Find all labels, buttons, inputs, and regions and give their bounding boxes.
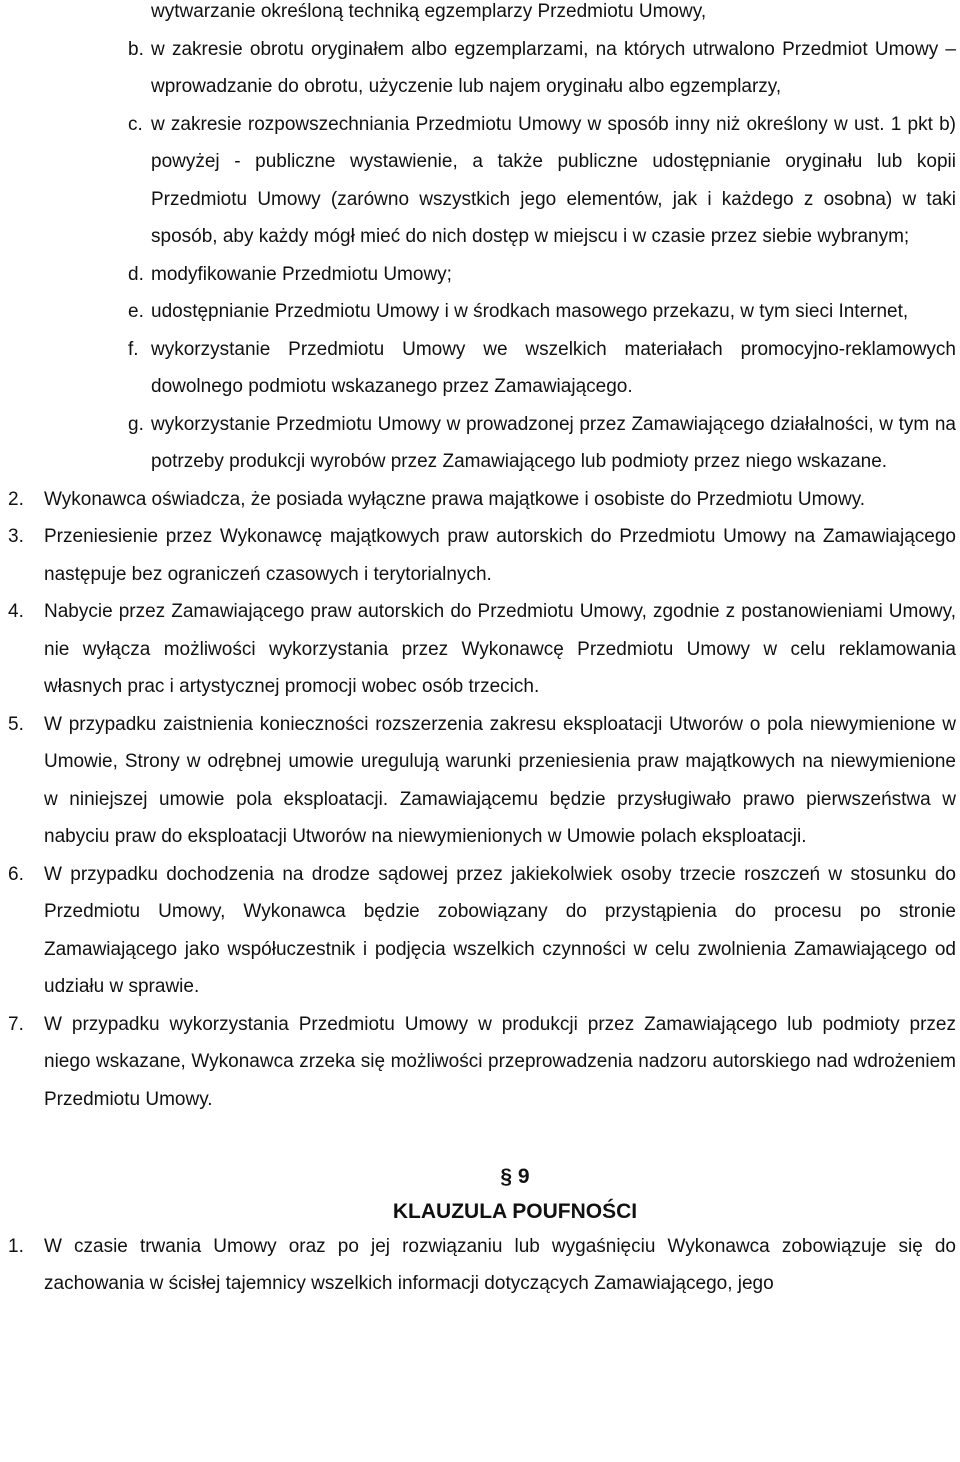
main-list <box>0 481 960 1119</box>
list-item-text: wytwarzanie określoną techniką egzemplarzy Przedmiotu Umowy, <box>151 1 707 22</box>
list-marker: e. <box>128 301 144 322</box>
list-item <box>0 1228 960 1303</box>
list-marker: c. <box>128 113 143 135</box>
sub-list <box>0 0 960 481</box>
list-item-text: w zakresie obrotu oryginałem albo egzemplarzami, na których utrwalono Przedmiot Umowy – wprowadzanie do obrotu, użyczenie lub najem oryginału albo egzemplarzy, <box>151 38 956 97</box>
list-marker: 4. <box>8 601 24 622</box>
list-marker: d. <box>128 263 144 285</box>
list-item-text: udostępnianie Przedmiotu Umowy i w środkach masowego przekazu, w tym sieci Internet, <box>151 301 909 322</box>
list-marker: f. <box>128 338 139 360</box>
list-item-text: W przypadku wykorzystania Przedmiotu Umowy w produkcji przez Zamawiającego lub podmioty przez niego wskazane, Wykonawca zrzeka się możliwości przeprowadzenia nadzoru autorskiego nad wdrożeniem Przedmiotu Umowy. <box>44 1013 956 1110</box>
list-item <box>0 106 960 256</box>
list-item <box>0 856 960 1006</box>
list-marker: 5. <box>8 713 24 735</box>
list-marker: 1. <box>8 1235 24 1257</box>
list-item-text: W przypadku zaistnienia konieczności rozszerzenia zakresu eksploatacji Utworów o pola niewymienione w Umowie, Strony w odrębnej umowie uregulują warunki przeniesienia praw majątkowych na niewymienione w niniejszej umowie pola eksploatacji. Zamawiającemu będzie przysługiwało prawo pierwszeństwa w nabyciu praw do eksploatacji Utworów na niewymienionych w Umowie polach eksploatacji. <box>44 713 956 847</box>
section-list <box>0 1228 960 1303</box>
list-item-text: wykorzystanie Przedmiotu Umowy we wszelkich materiałach promocyjno-reklamowych dowolnego podmiotu wskazanego przez Zamawiającego. <box>151 338 956 397</box>
list-item-text: Przeniesienie przez Wykonawcę majątkowych praw autorskich do Przedmiotu Umowy na Zamawiającego następuje bez ograniczeń czasowych i terytorialnych. <box>44 526 956 585</box>
section-number: § 9 <box>500 1165 530 1188</box>
list-item-text: wykorzystanie Przedmiotu Umowy w prowadzonej przez Zamawiającego działalności, w tym na potrzeby produkcji wyrobów przez Zamawiającego lub podmioty przez niego wskazane. <box>151 413 956 472</box>
list-item <box>0 0 960 31</box>
list-item <box>0 518 960 593</box>
list-item-text: W przypadku dochodzenia na drodze sądowej przez jakiekolwiek osoby trzecie roszczeń w stosunku do Przedmiotu Umowy, Wykonawca będzie zobowiązany do przystąpienia do procesu po stronie Zamawiającego jako współuczestnik i podjęcia wszelkich czynności w celu zwolnienia Zamawiającego od udziału w sprawie. <box>44 863 956 997</box>
section-gap <box>0 1118 960 1158</box>
list-item <box>0 256 960 294</box>
list-marker: g. <box>128 413 144 435</box>
list-item-text: modyfikowanie Przedmiotu Umowy; <box>151 263 452 285</box>
list-item <box>0 706 960 856</box>
list-item <box>0 1006 960 1119</box>
list-item-text: W czasie trwania Umowy oraz po jej rozwiązaniu lub wygaśnięciu Wykonawca zobowiązuje się do zachowania w ścisłej tajemnicy wszelkich informacji dotyczących Zamawiającego, jego <box>44 1235 956 1294</box>
list-item <box>0 406 960 481</box>
list-item-text: Wykonawca oświadcza, że posiada wyłączne prawa majątkowe i osobiste do Przedmiotu Umowy. <box>44 488 866 510</box>
list-item-text: w zakresie rozpowszechniania Przedmiotu Umowy w sposób inny niż określony w ust. 1 pkt b) powyżej - publiczne wystawienie, a także publiczne udostępnianie oryginału lub kopii Przedmiotu Umowy (zarówno wszystkich jego elementów, jak i każdego z osobna) w taki sposób, aby każdy mógł mieć do nich dostęp w miejscu i w czasie przez siebie wybranym; <box>151 113 956 247</box>
list-item <box>0 593 960 706</box>
list-item <box>0 481 960 519</box>
list-marker: 6. <box>8 863 24 885</box>
list-item <box>0 331 960 406</box>
list-marker: 3. <box>8 526 24 547</box>
list-marker: 7. <box>8 1013 24 1035</box>
section-title: KLAUZULA POUFNOŚCI <box>392 1199 638 1223</box>
list-marker: b. <box>128 38 144 60</box>
list-item <box>0 31 960 106</box>
list-marker: 2. <box>8 488 24 510</box>
list-item <box>0 293 960 331</box>
list-item-text: Nabycie przez Zamawiającego praw autorskich do Przedmiotu Umowy, zgodnie z postanowieniami Umowy, nie wyłącza możliwości wykorzystania przez Wykonawcę Przedmiotu Umowy w celu reklamowania własnych prac i artystycznej promocji wobec osób trzecich. <box>44 601 956 697</box>
